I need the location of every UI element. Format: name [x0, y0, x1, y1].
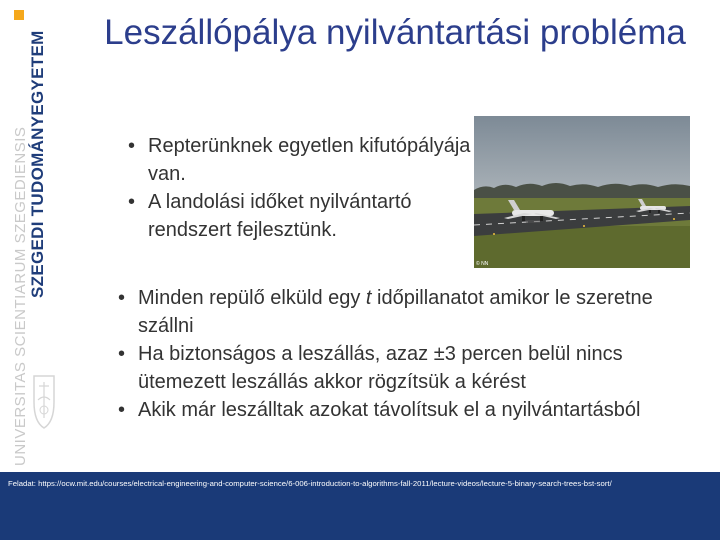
brand-accent-square [14, 10, 24, 20]
university-crest-icon [30, 372, 58, 432]
footer-bar [0, 472, 720, 540]
bullet-item: • Repterünknek egyetlen kifutópályája van. [124, 132, 474, 188]
bullet-text: Minden repülő elküld egy [138, 287, 366, 309]
bullet-list-top [124, 132, 474, 244]
university-brand-strip [0, 0, 62, 490]
university-name: SZEGEDI TUDOMÁNYEGYETEM [28, 30, 47, 298]
bullet-italic-variable: t [365, 287, 372, 309]
bullet-item: • A landolási időket nyilvántartó rendszert fejlesztünk. [124, 188, 474, 244]
photo-credit: © NN [476, 261, 489, 267]
bullet-list-bottom [114, 284, 704, 424]
bullet-item [114, 340, 704, 396]
university-motto: UNIVERSITAS SCIENTIARUM SZEGEDIENSIS [12, 126, 29, 466]
slide-title: Leszállópálya nyilvántartási probléma [104, 13, 686, 52]
bullet-text: időpillanatot amikor le szeretne szállni [138, 287, 653, 337]
bullet-item [114, 284, 704, 340]
bullet-text: Akik már leszálltak azokat távolítsuk el a nyilvántartásból [138, 399, 641, 421]
airplanes-photo [474, 116, 690, 268]
footer-source-link[interactable]: Feladat: https://ocw.mit.edu/courses/electrical-engineering-and-computer-science/6-006-introduction-to-algorithms-fall-2011/lecture-videos/lecture-5-binary-search-trees-bst-sort/ [8, 479, 612, 488]
bullet-item [114, 396, 704, 424]
bullet-text: Ha biztonságos a leszállás, azaz ±3 percen belül nincs ütemezett leszállás akkor rögzítsük a kérést [138, 343, 623, 393]
